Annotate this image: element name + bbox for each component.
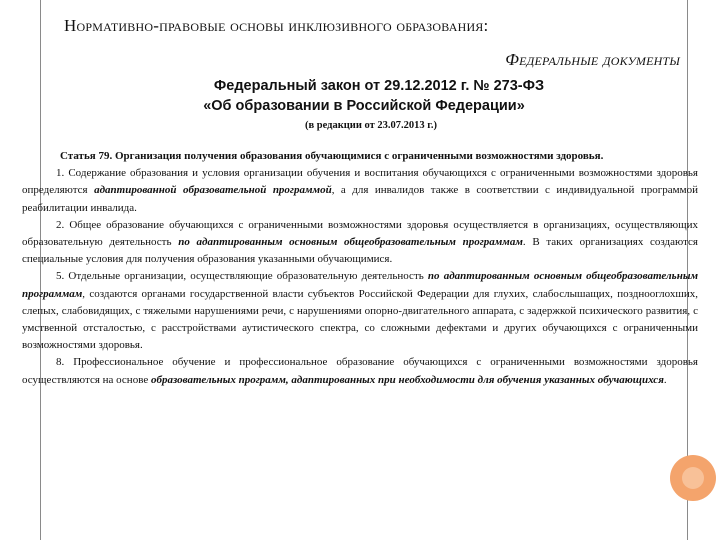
p1-text-c: , а для инвалидов также в соответствии с индивидуальной программой реабилитации инвалида.: [22, 184, 698, 214]
law-name: «Об образовании в Российской Федерации»: [203, 98, 525, 114]
p8-text-a: 8. Профессиональное обучение и профессиональное образование обучающихся с ограниченными возможностями здоровья осуществляются на основе: [22, 356, 698, 386]
p5-text-c: , создаются органами государственной власти субъектов Российской Федерации для глухих, слабослышащих, позднооглохших, слепых, слабовидящих, с тяжелыми нарушениями речи, с нарушениями опорно-двигательного аппарата, с задержкой психического развития, с умственной отсталостью, с расстройствами аутистического спектра, со сложными дефектами и других обучающихся с ограниченными возможностями здоровья.: [22, 287, 698, 352]
article-paragraph-2: [22, 217, 698, 269]
p2-text-a: 2. Общее образование обучающихся с ограниченными возможностями здоровья осуществляется в организациях, осуществляющих образовательную деятельность: [22, 218, 698, 249]
p8-text-c: .: [663, 373, 667, 386]
title-line-2: Федеральные документы: [505, 50, 680, 69]
p5-emphasis: по адаптированным основным общеобразовательным программам: [22, 270, 698, 300]
p1-text-a: 1. Содержание образования и условия организации обучения и воспитания обучающихся с ограниченными возможностями здоровья определяются: [22, 167, 698, 197]
p2-emphasis: по адаптированным основным общеобразовательным программам: [178, 236, 523, 249]
slide-title: [64, 16, 684, 76]
article-paragraph-8: [22, 354, 698, 388]
law-heading: Федеральный закон от 29.12.2012 г. № 273-ФЗ: [213, 78, 545, 94]
article-paragraph-1: [22, 165, 698, 217]
article-body: [22, 148, 698, 389]
article-paragraph-5: [22, 268, 698, 354]
p1-emphasis: адаптированной образовательной программой: [94, 184, 332, 197]
article-title: Статья 79. Организация получения образования обучающимися с ограниченными возможностями здоровья.: [60, 150, 604, 162]
p5-text-a: 5. Отдельные организации, осуществляющие образовательную деятельность: [56, 270, 428, 283]
law-edition: (в редакции от 23.07.2013 г.): [304, 120, 437, 131]
title-line-1: Нормативно-правовые основы инклюзивного образования:: [64, 16, 489, 35]
p2-text-c: . В таких организациях создаются специальные условия для получения образования указанными обучающимися.: [22, 236, 698, 266]
decorative-orange-circle-inner: [682, 467, 704, 489]
p8-emphasis: образовательных программ, адаптированных при необходимости для обучения указанных обучающихся: [150, 373, 664, 386]
